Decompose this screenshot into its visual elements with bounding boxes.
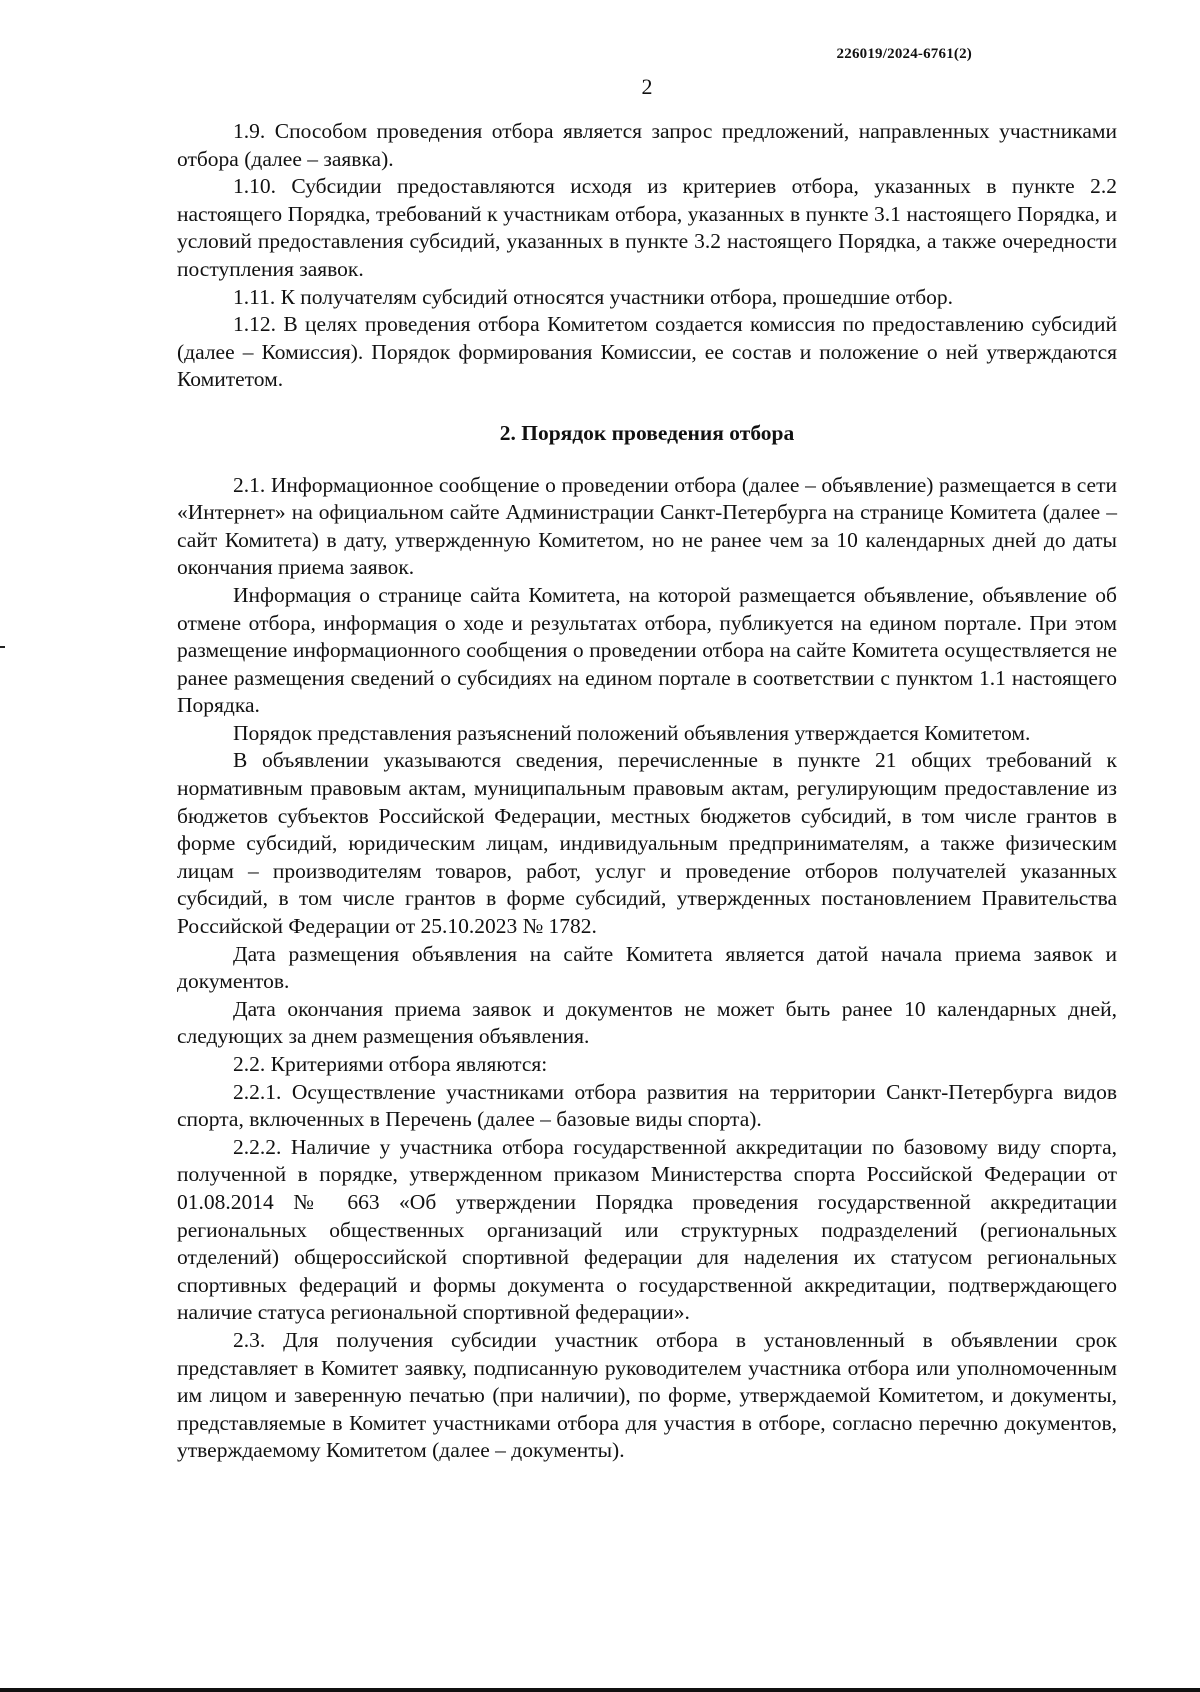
paragraph-2-2: 2.2. Критериями отбора являются: <box>233 1052 548 1076</box>
scan-bottom-border <box>0 1688 1200 1692</box>
paragraph-start-date: Дата размещения объявления на сайте Комитета является датой начала приема заявок и документов. <box>177 941 1117 994</box>
paragraph-2-3: 2.3. Для получения субсидии участник отбора в установленный в объявлении срок представляет в Комитет заявку, подписанную руководителем участника отбора или уполномоченным им лицом и заверенную печатью (при наличии), по форме, утверждаемой Комитетом, и документы, представляемые в Комитет участниками отбора для участия в отборе, согласно перечню документов, утверждаемому Комитетом (далее – документы). <box>177 1327 1117 1463</box>
paragraph-2-1: 2.1. Информационное сообщение о проведении отбора (далее – объявление) размещается в сети «Интернет» на официальном сайте Администрации Санкт-Петербурга на странице Комитета (далее – сайт Комитета) в дату, утвержденную Комитетом, но не ранее чем за 10 календарных дней до даты окончания приема заявок. <box>177 472 1117 580</box>
scan-edge-mark <box>0 646 5 648</box>
document-body <box>177 118 1117 1465</box>
paragraph-2-2-2: 2.2.2. Наличие у участника отбора государственной аккредитации по базовому виду спорта, полученной в порядке, утвержденном приказом Министерства спорта Российской Федерации от 01.08.2014 № 663 «Об утверждении Порядка проведения государственной аккредитации региональных общественных организаций или структурных подразделений (региональных отделений) общероссийской спортивной федерации для наделения их статусом региональных спортивных федераций и формы документа о государственной аккредитации, подтверждающего наличие статуса региональной спортивной федерации». <box>177 1134 1117 1325</box>
paragraph-1-11: 1.11. К получателям субсидий относятся участники отбора, прошедшие отбор. <box>233 284 954 309</box>
section-heading: 2. Порядок проведения отбора <box>499 420 795 445</box>
paragraph-end-date: Дата окончания приема заявок и документов не может быть ранее 10 календарных дней, следующих за днем размещения объявления. <box>177 996 1117 1049</box>
document-id: 226019/2024-6761(2) <box>836 46 972 62</box>
paragraph-announcement-contents: В объявлении указываются сведения, перечисленные в пункте 21 общих требований к нормативным правовым актам, муниципальным правовым актам, регулирующим предоставление из бюджетов субъектов Российской Федерации, местных бюджетов субсидий, в том числе грантов в форме субсидий, юридическим лицам, индивидуальным предпринимателям, а также физическим лицам – производителям товаров, работ, услуг и проведение отборов получателей указанных субсидий, в том числе грантов в форме субсидий, утвержденных постановлением Правительства Российской Федерации от 25.10.2023 № 1782. <box>177 748 1117 939</box>
paragraph-2-2-1: 2.2.1. Осуществление участниками отбора развития на территории Санкт-Петербурга видов спорта, включенных в Перечень (далее – базовые виды спорта). <box>177 1079 1117 1132</box>
page-number: 2 <box>641 74 653 99</box>
paragraph-clarifications: Порядок представления разъяснений положений объявления утверждается Комитетом. <box>233 720 1031 745</box>
paragraph-site-info: Информация о странице сайта Комитета, на которой размещается объявление, объявление об отмене отбора, информация о ходе и результатах отбора, публикуется на едином портале. При этом размещение информационного сообщения о проведении отбора на сайте Комитета осуществляется не ранее размещения сведений о субсидиях на едином портале в соответствии с пунктом 1.1 настоящего Порядка. <box>177 582 1117 718</box>
paragraph-1-12: 1.12. В целях проведения отбора Комитетом создается комиссия по предоставлению субсидий (далее – Комиссия). Порядок формирования Комиссии, ее состав и положение о ней утверждаются Комитетом. <box>177 312 1117 392</box>
paragraph-1-10: 1.10. Субсидии предоставляются исходя из критериев отбора, указанных в пункте 2.2 настоящего Порядка, требований к участникам отбора, указанных в пункте 3.1 настоящего Порядка, и условий предоставления субсидий, указанных в пункте 3.2 настоящего Порядка, а также очередности поступления заявок. <box>177 174 1117 281</box>
paragraph-1-9: 1.9. Способом проведения отбора является запрос предложений, направленных участниками отбора (далее – заявка). <box>177 119 1117 171</box>
